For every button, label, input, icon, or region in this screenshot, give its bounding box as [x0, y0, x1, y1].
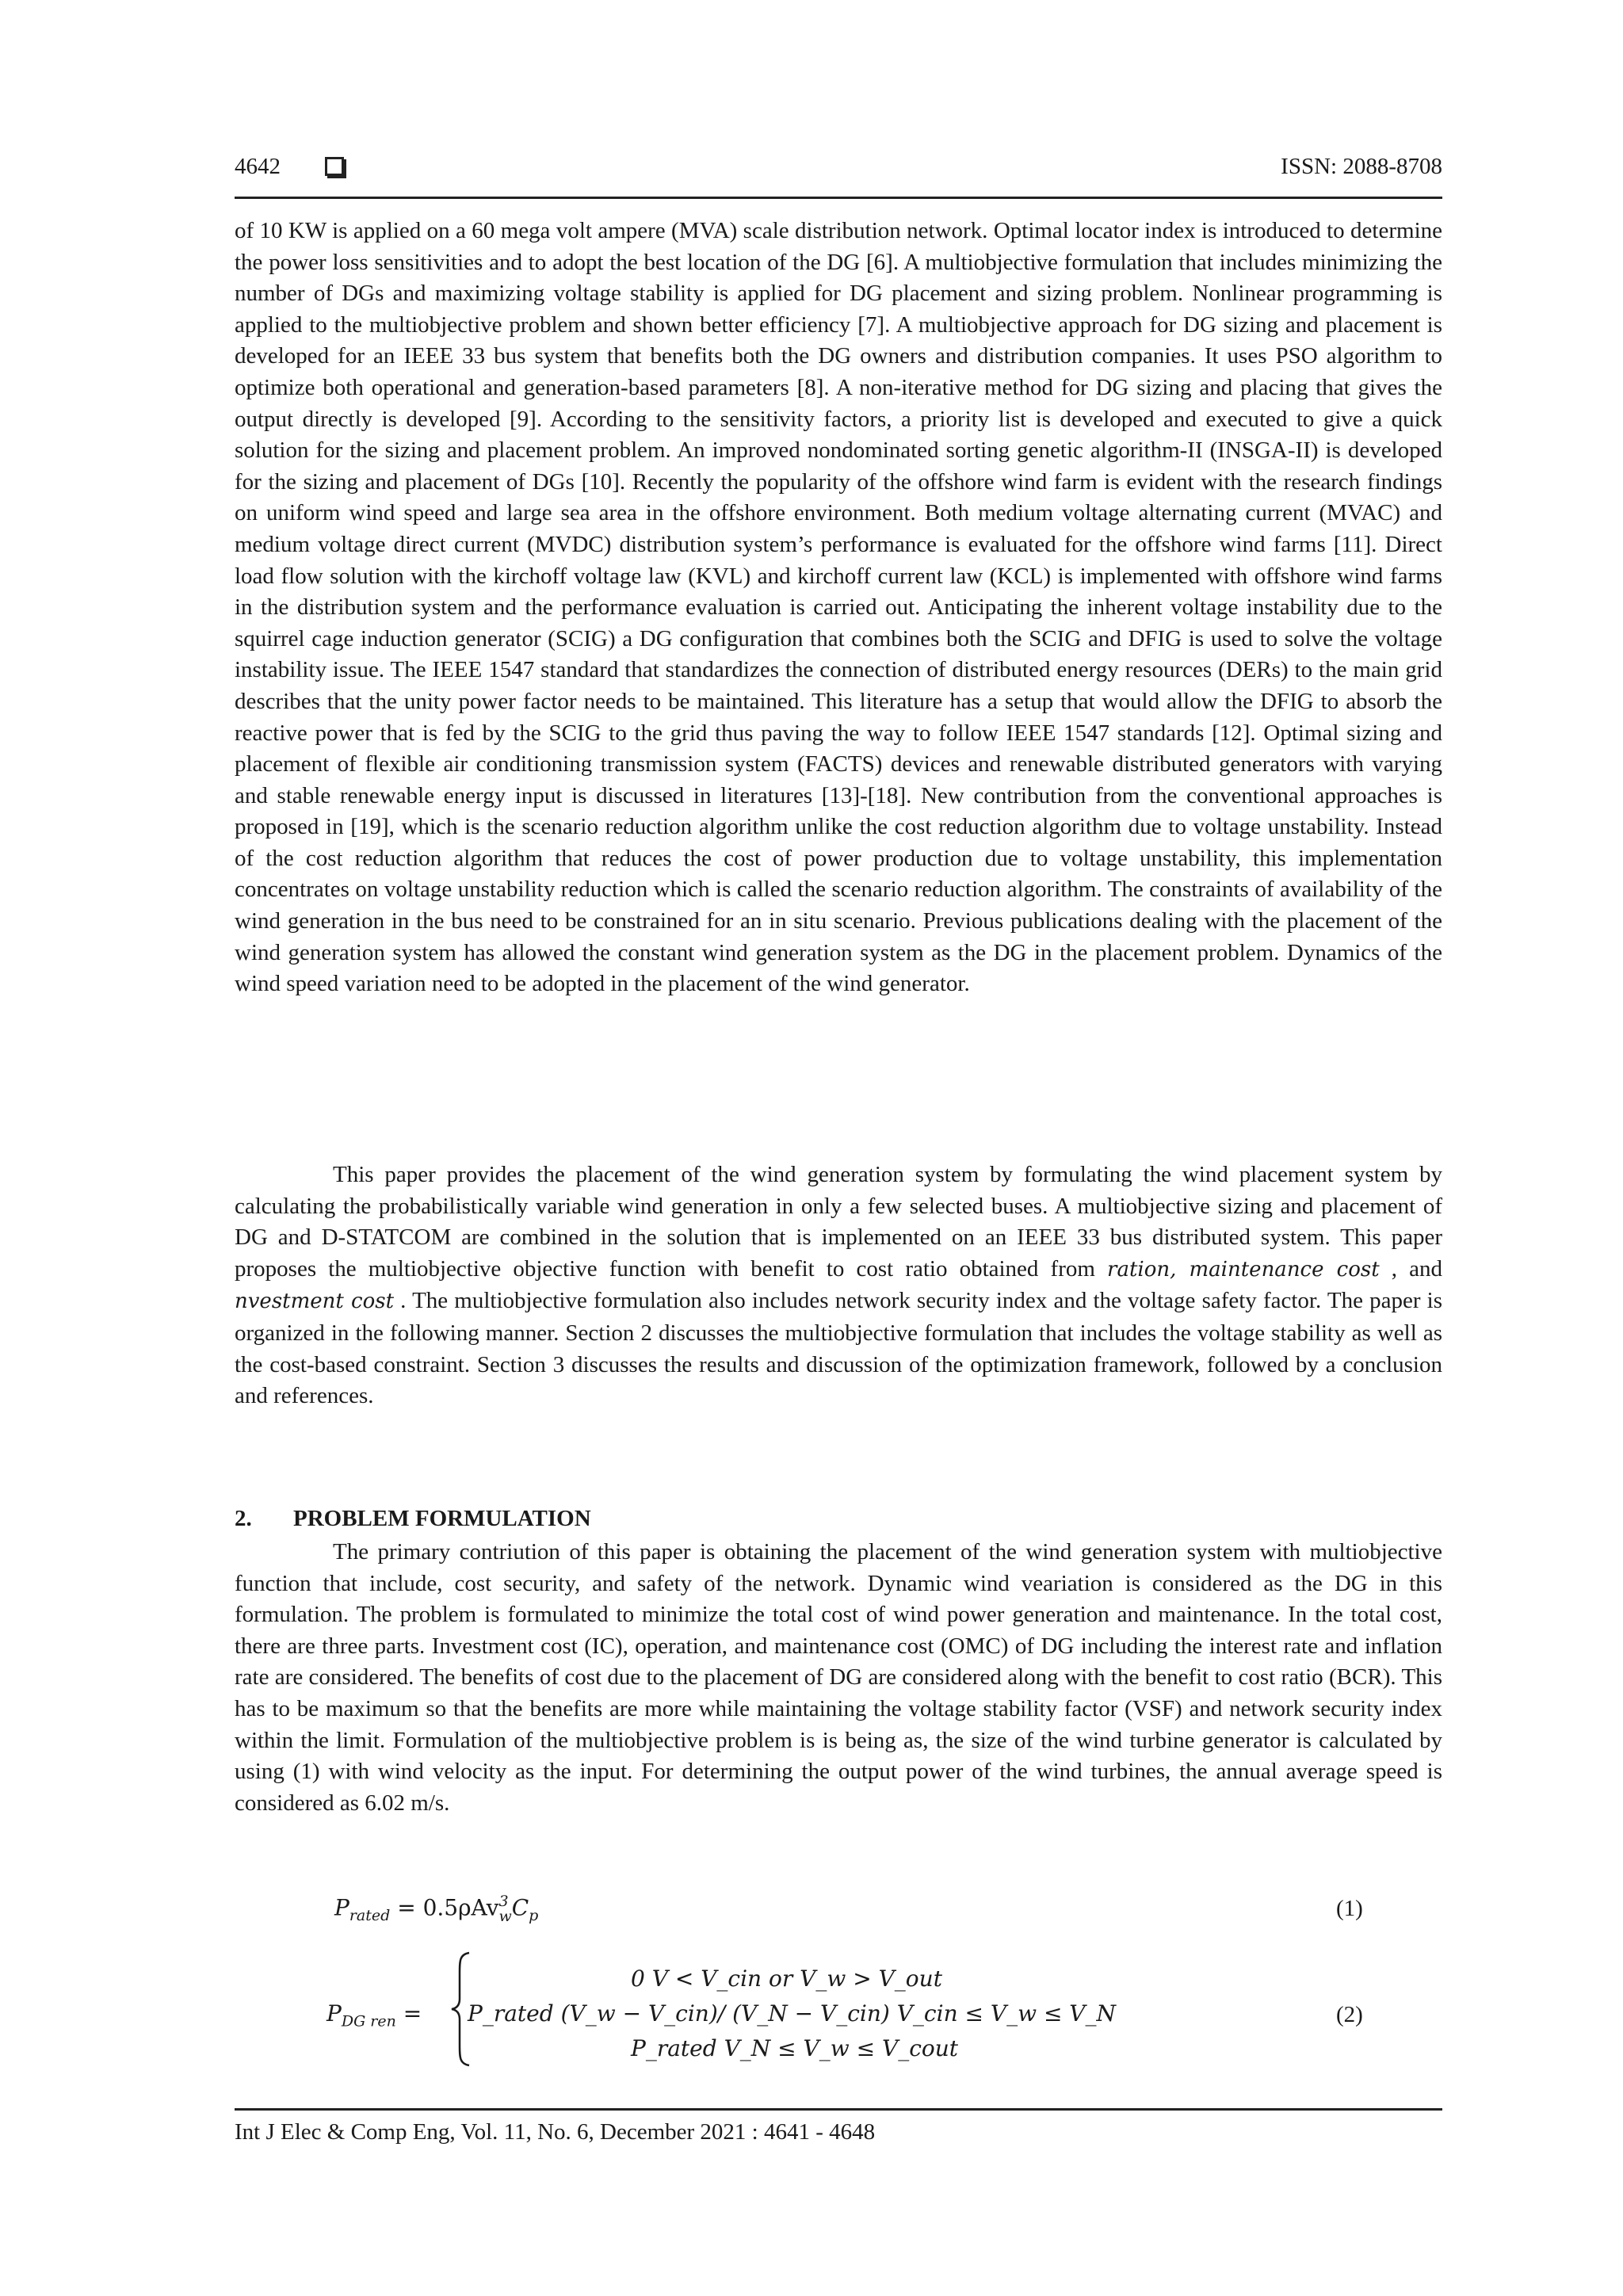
square-bullet-icon — [325, 157, 344, 176]
equation-2-number: (2) — [1336, 2002, 1363, 2027]
equation-2-lhs: $P_{DG ren}$ = — [327, 2000, 422, 2030]
section-heading — [235, 1506, 591, 1532]
footer-rule — [235, 2108, 1442, 2111]
section-number: 2. — [235, 1506, 252, 1531]
section-title: PROBLEM FORMULATION — [293, 1506, 591, 1531]
equation-1: $P_{rated} = 0.5\rho Av$ 3 w $C_p$ — [334, 1893, 539, 1925]
equation-2-case-1: 0 V < V_cin or V_w > V_out — [631, 1966, 942, 1992]
page-header — [235, 154, 1442, 199]
equation-2-case-2: P_rated (V_w − V_cin)/ (V_N − V_cin) V_cin ≤ V_w ≤ V_N — [468, 2000, 1117, 2027]
footer-citation: Int J Elec & Comp Eng, Vol. 11, No. 6, December 2021 : 4641 - 4648 — [235, 2119, 876, 2145]
body-paragraph-2: This paper provides the placement of the wind generation system by formulating the wind placement system by calculating the probabilistically variable wind generation in only a few selected buses. A multiobjective sizing and placement of DG and D-STATCOM are combined in the solution that is implemented on an IEEE 33 bus distributed system. This paper proposes the multiobjective objective function with benefit to cost ratio obtained from ration, maintenance cost , and nvestment cost . The multiobjective formulation also includes network security index and the voltage safety factor. The paper is organized in the following manner. Section 2 discusses the multiobjective formulation that includes the voltage stability as well as the cost-based constraint. Section 3 discusses the results and discussion of the optimization framework, followed by a conclusion and references. — [235, 1162, 1442, 1409]
body-paragraph-1: of 10 KW is applied on a 60 mega volt ampere (MVA) scale distribution network. Optimal locator index is introduced to determine the power loss sensitivities and to adopt the best location of the DG [6]. A multiobjective formulation that includes minimizing the number of DGs and maximizing voltage stability is applied for DG placement and sizing problem. Nonlinear programming is applied to the multiobjective problem and shown better efficiency [7]. A multiobjective approach for DG sizing and placement is developed for an IEEE 33 bus system that benefits both the DG owners and distribution companies. It uses PSO algorithm to optimize both operational and generation-based parameters [8]. A non-iterative method for DG sizing and placing that gives the output directly is developed [9]. According to the sensitivity factors, a priority list is developed and executed to give a quick solution for the sizing and placement problem. An improved nondominated sorting genetic algorithm-II (INSGA-II) is developed for the sizing and placement of DGs [10]. Recently the popularity of the offshore wind farm is evident with the research findings on uniform wind speed and large sea area in the offshore environment. Both medium voltage alternating current (MVAC) and medium voltage direct current (MVDC) distribution system’s performance is evaluated for the offshore wind farms [11]. Direct load flow solution with the kirchoff voltage law (KVL) and kirchoff current law (KCL) is implemented with offshore wind farms in the distribution system and the performance evaluation is carried out. Anticipating the inherent voltage instability due to the squirrel cage induction generator (SCIG) a DG configuration that combines both the SCIG and DFIG is used to solve the voltage instability issue. The IEEE 1547 standard that standardizes the connection of distributed energy resources (DERs) to the main grid describes that the unity power factor needs to be maintained. This literature has a setup that would allow the DFIG to absorb the reactive power that is fed by the SCIG to the grid thus paving the way to follow IEEE 1547 standards [12]. Optimal sizing and placement of flexible air conditioning transmission system (FACTS) devices and renewable distributed generators with varying and stable renewable energy input is discussed in literatures [13]-[18]. New contribution from the conventional approaches is proposed in [19], which is the scenario reduction algorithm unlike the cost reduction algorithm due to voltage unstability. Instead of the cost reduction algorithm that reduces the cost of power production due to voltage unstability, this implementation concentrates on voltage unstability reduction which is called the scenario reduction algorithm. The constraints of availability of the wind generation in the bus need to be constrained for an in situ scenario. Previous publications dealing with the placement of the wind generation system has allowed the constant wind generation system as the DG in the placement problem. Dynamics of the wind speed variation need to be adopted in the placement of the wind generator. — [235, 218, 1442, 997]
inline-math-nvestment-cost: nvestment cost — [235, 1289, 395, 1314]
issn: ISSN: 2088-8708 — [1281, 154, 1442, 179]
inline-math-ration: ration — [1107, 1257, 1170, 1282]
body-paragraph-3: The primary contriution of this paper is obtaining the placement of the wind generation system with multiobjective function that include, cost security, and safety of the network. Dynamic wind veariation is considered as the DG in this formulation. The problem is formulated to minimize the total cost of wind power generation and maintenance. In the total cost, there are three parts. Investment cost (IC), operation, and maintenance cost (OMC) of DG including the interest rate and inflation rate are considered. The benefits of cost due to the placement of DG are considered along with the benefit to cost ratio (BCR). This has to be maximum so that the benefits are more while maintaining the voltage stability factor (VSF) and network security index within the limit. Formulation of the multiobjective problem is is being as, the size of the wind turbine generator is calculated by using (1) with wind velocity as the input. For determining the output power of the wind turbines, the annual average speed is considered as 6.02 m/s. — [235, 1539, 1442, 1816]
equation-2-case-3: P_rated V_N ≤ V_w ≤ V_cout — [631, 2035, 959, 2061]
page-number: 4642 — [235, 154, 281, 179]
equation-1-number: (1) — [1336, 1896, 1363, 1921]
inline-math-maintenance-cost: maintenance cost — [1189, 1257, 1380, 1282]
